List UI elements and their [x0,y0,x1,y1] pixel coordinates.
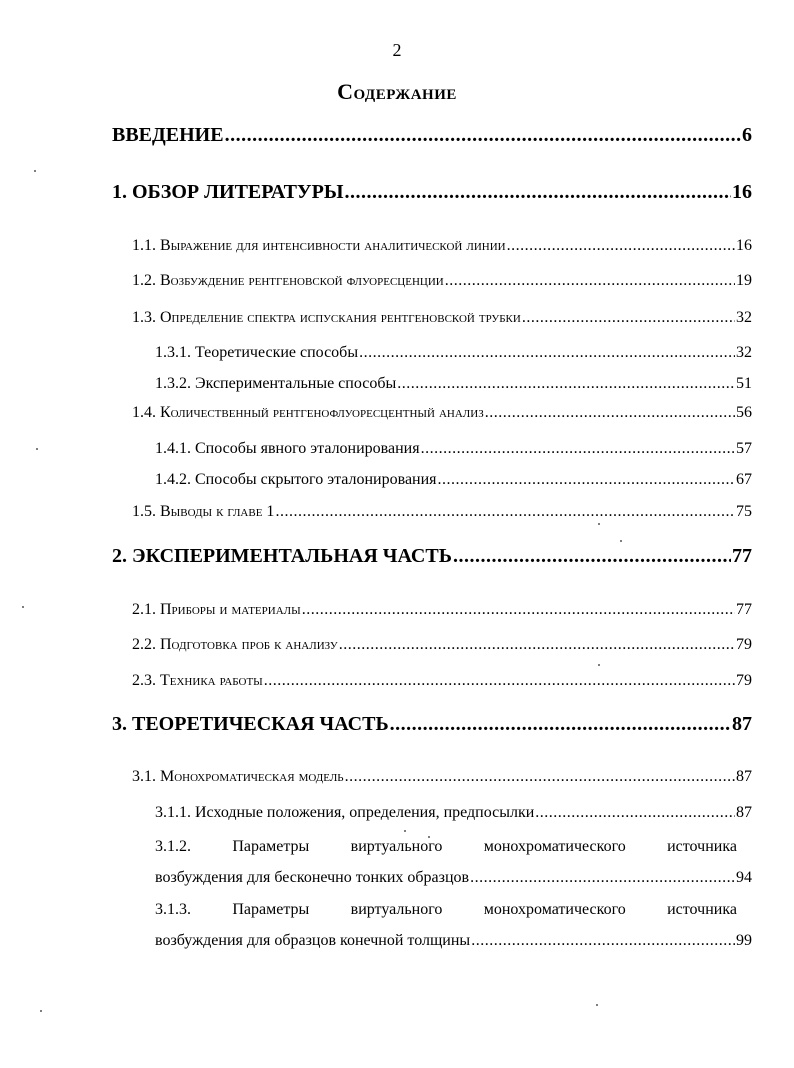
toc-entry-number: 1.1. [132,237,160,254]
toc-entry-1-3-1[interactable] [155,344,752,362]
toc-entry-chapter-2[interactable] [112,545,752,568]
toc-word: Параметры [232,838,310,855]
toc-entry-page: 75 [736,503,752,520]
toc-word: источника [667,901,737,918]
toc-entry-3-1-3-continuation[interactable] [155,932,752,950]
toc-entry-3-1-1[interactable] [155,804,752,822]
scan-speck [598,523,600,525]
page-number: 2 [392,40,402,60]
toc-entry-label: 1.4.2. Способы скрытого эталонирования [155,471,437,488]
toc-leader-dots [359,344,735,362]
toc-entry-page: 32 [736,309,752,326]
toc-entry-introduction[interactable] [112,124,752,147]
toc-leader-dots [339,636,735,654]
toc-leader-dots [438,471,735,489]
scan-speck [36,448,38,450]
toc-entry-number: 2.2. [132,636,160,653]
toc-entry-page: 51 [736,375,752,392]
toc-leader-dots [535,804,735,822]
toc-entry-page: 57 [736,440,752,457]
toc-leader-dots [507,237,735,255]
toc-entry-text: Приборы и материалы [160,601,301,618]
toc-entry-1-1[interactable] [132,237,752,255]
toc-entry-1-3-2[interactable] [155,375,752,393]
toc-leader-dots [470,869,735,887]
toc-entry-text: Определение спектра испускания рентгеновской трубки [160,309,521,326]
toc-entry-number: 1.5. [132,503,160,520]
toc-entry-label [132,601,301,619]
toc-entry-1-5[interactable] [132,503,752,521]
toc-entry-page: 87 [736,804,752,821]
toc-entry-1-3[interactable] [132,309,752,327]
scan-speck [40,1010,42,1012]
toc-entry-label: 1. ОБЗОР ЛИТЕРАТУРЫ [112,181,344,203]
toc-entry-3-1-2-continuation[interactable] [155,869,752,887]
toc-entry-page: 99 [736,932,752,949]
toc-leader-dots [397,375,735,393]
toc-entry-label [132,672,263,690]
toc-entry-page: 32 [736,344,752,361]
toc-entry-text: Количественный рентгенофлуоресцентный анализ [160,404,484,421]
toc-entry-label [132,503,274,521]
toc-word: источника [667,838,737,855]
toc-leader-dots [275,503,735,521]
toc-entry-page: 16 [736,237,752,254]
toc-entry-label [132,272,444,290]
toc-entry-label: 1.3.1. Теоретические способы [155,344,359,361]
toc-entry-page: 87 [736,768,752,785]
toc-entry-label: 1.3.2. Экспериментальные способы [155,375,397,392]
toc-entry-page: 19 [736,272,752,289]
toc-entry-page: 67 [736,471,752,488]
toc-entry-label [132,309,521,327]
toc-leader-dots [485,404,735,422]
toc-entry-label: ВВЕДЕНИЕ [112,124,224,146]
toc-word: виртуального [350,838,443,855]
toc-entry-label [132,768,344,786]
toc-entry-3-1[interactable] [132,768,752,786]
toc-entry-3-1-2-first-line[interactable] [155,838,737,856]
toc-entry-page: 77 [736,601,752,618]
toc-leader-dots [522,309,735,327]
toc-entry-text: Подготовка проб к анализу [160,636,338,653]
toc-entry-number: 1.2. [132,272,160,289]
toc-leader-dots [445,272,735,290]
toc-entry-text: Возбуждение рентгеновской флуоресценции [160,272,444,289]
toc-word: виртуального [350,901,443,918]
toc-entry-label: 3. ТЕОРЕТИЧЕСКАЯ ЧАСТЬ [112,713,389,735]
toc-word: 3.1.2. [155,838,191,855]
toc-entry-label: 3.1.1. Исходные положения, определения, предпосылки [155,804,535,821]
toc-entry-number: 1.4. [132,404,160,421]
toc-entry-1-4-1[interactable] [155,440,752,458]
toc-word: монохроматического [483,901,626,918]
toc-leader-dots [471,932,735,950]
scan-speck [598,664,600,666]
scan-speck [34,170,36,172]
toc-entry-label [132,404,484,422]
toc-entry-page: 94 [736,869,752,886]
toc-leader-dots [421,440,735,458]
toc-entry-label [132,636,338,654]
toc-word: 3.1.3. [155,901,191,918]
toc-entry-2-3[interactable] [132,672,752,690]
toc-entry-number: 3.1. [132,768,160,785]
toc-entry-text: Выводы к главе 1 [160,503,275,520]
toc-entry-3-1-3-first-line[interactable] [155,901,737,919]
toc-entry-number: 2.3. [132,672,160,689]
toc-entry-label [132,237,506,255]
toc-entry-1-4-2[interactable] [155,471,752,489]
toc-entry-label: 1.4.1. Способы явного эталонирования [155,440,420,457]
toc-entry-text: Монохроматическая модель [160,768,344,785]
toc-entry-page: 16 [732,181,752,203]
scan-speck [620,540,622,542]
toc-entry-1-4[interactable] [132,404,752,422]
toc-entry-number: 2.1. [132,601,160,618]
toc-entry-page: 87 [732,713,752,735]
toc-leader-dots [345,768,735,786]
toc-entry-2-1[interactable] [132,601,752,619]
toc-entry-page: 77 [732,545,752,567]
toc-entry-1-2[interactable] [132,272,752,290]
toc-entry-page: 6 [742,124,752,146]
scan-speck [22,606,24,608]
scan-speck [428,836,430,838]
toc-entry-text: Выражение для интенсивности аналитической линии [160,237,506,254]
toc-entry-chapter-3[interactable] [112,713,752,736]
toc-entry-chapter-1[interactable] [112,181,752,204]
toc-entry-label: возбуждения для образцов конечной толщины [155,932,471,949]
toc-entry-page: 79 [736,672,752,689]
toc-leader-dots [344,181,731,204]
toc-word: монохроматического [483,838,626,855]
toc-leader-dots [302,601,735,619]
scan-speck [404,830,406,832]
toc-entry-number: 1.3. [132,309,160,326]
toc-entry-text: Техника работы [160,672,263,689]
toc-leader-dots [390,713,731,736]
toc-entry-page: 79 [736,636,752,653]
scan-speck [596,1004,598,1006]
toc-entry-2-2[interactable] [132,636,752,654]
toc-leader-dots [225,124,741,147]
toc-entry-page: 56 [736,404,752,421]
toc-title: Содержание [337,79,457,104]
toc-word: Параметры [232,901,310,918]
toc-leader-dots [264,672,735,690]
toc-entry-label: возбуждения для бесконечно тонких образцов [155,869,470,886]
toc-entry-label: 2. ЭКСПЕРИМЕНТАЛЬНАЯ ЧАСТЬ [112,545,452,567]
toc-leader-dots [453,545,731,568]
